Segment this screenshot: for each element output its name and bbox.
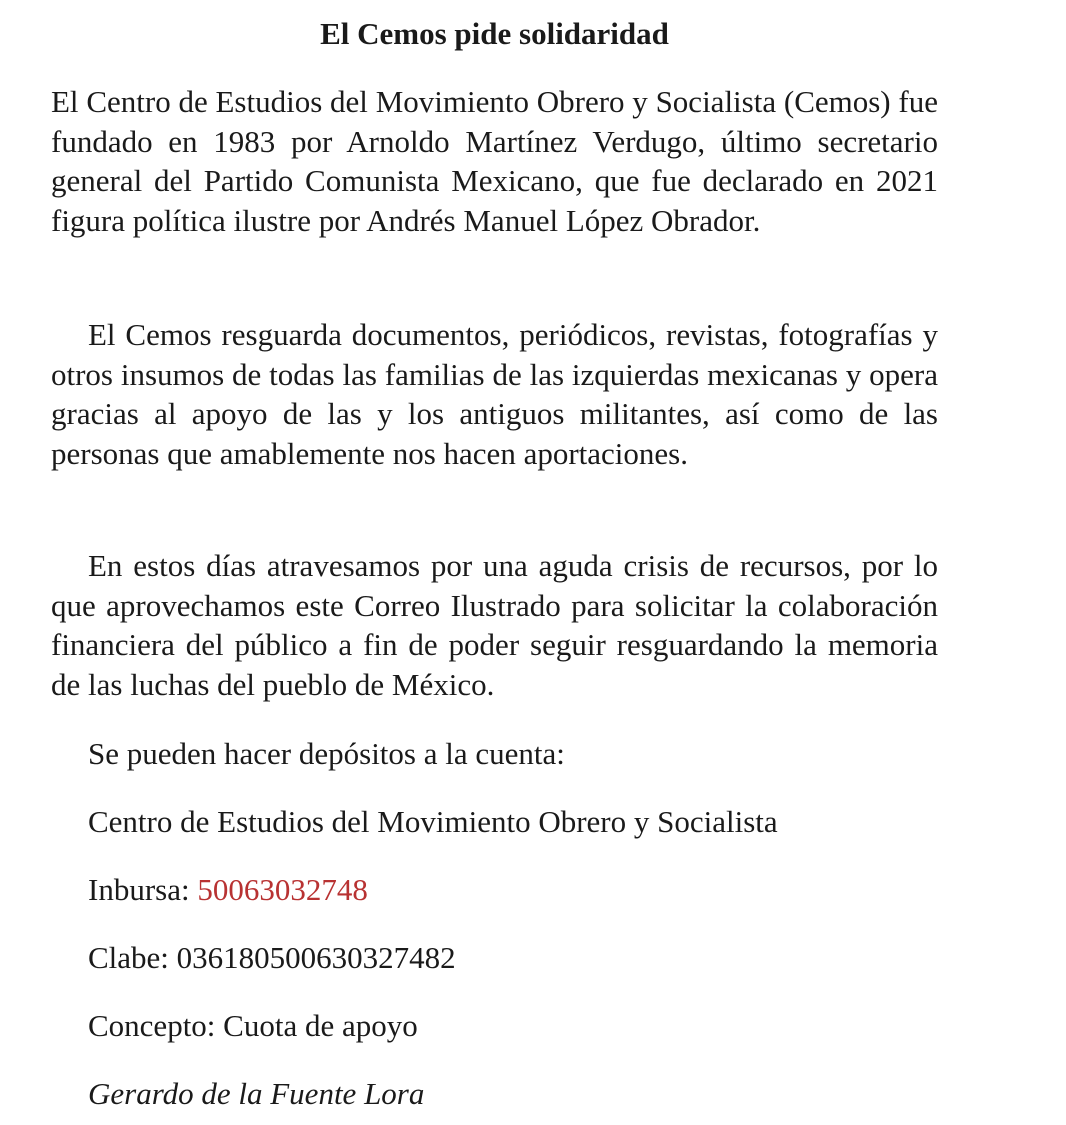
bank-account-number-link[interactable]: 50063032748 bbox=[197, 872, 368, 907]
clabe-line: Clabe: 036180500630327482 bbox=[88, 940, 456, 975]
account-holder: Centro de Estudios del Movimiento Obrero y Socialista bbox=[88, 804, 778, 839]
letter-title: El Cemos pide solidaridad bbox=[320, 16, 669, 51]
deposit-intro: Se pueden hacer depósitos a la cuenta: bbox=[88, 736, 565, 771]
bank-label: Inbursa: bbox=[88, 872, 190, 907]
paragraph-crisis: En estos días atravesamos por una aguda crisis de recursos, por lo que aprovechamos este Correo Ilustrado para solicitar la colaboración financiera del público a fin de poder seguir resguardando la memoria de las luchas del pueblo de México. bbox=[51, 548, 938, 702]
paragraph-founding: El Centro de Estudios del Movimiento Obrero y Socialista (Cemos) fue fundado en 1983 por Arnoldo Martínez Verdugo, último secretario general del Partido Comunista Mexicano, que fue declarado en 2021 figura política ilustre por Andrés Manuel López Obrador. bbox=[51, 84, 938, 238]
signature: Gerardo de la Fuente Lora bbox=[88, 1076, 425, 1111]
paragraph-archive: El Cemos resguarda documentos, periódicos, revistas, fotografías y otros insumos de todas las familias de las izquierdas mexicanas y opera gracias al apoyo de las y los antiguos militantes, así como de las personas que amablemente nos hacen aportaciones. bbox=[51, 317, 938, 471]
bank-account-line bbox=[88, 870, 368, 910]
concept-line: Concepto: Cuota de apoyo bbox=[88, 1008, 418, 1043]
